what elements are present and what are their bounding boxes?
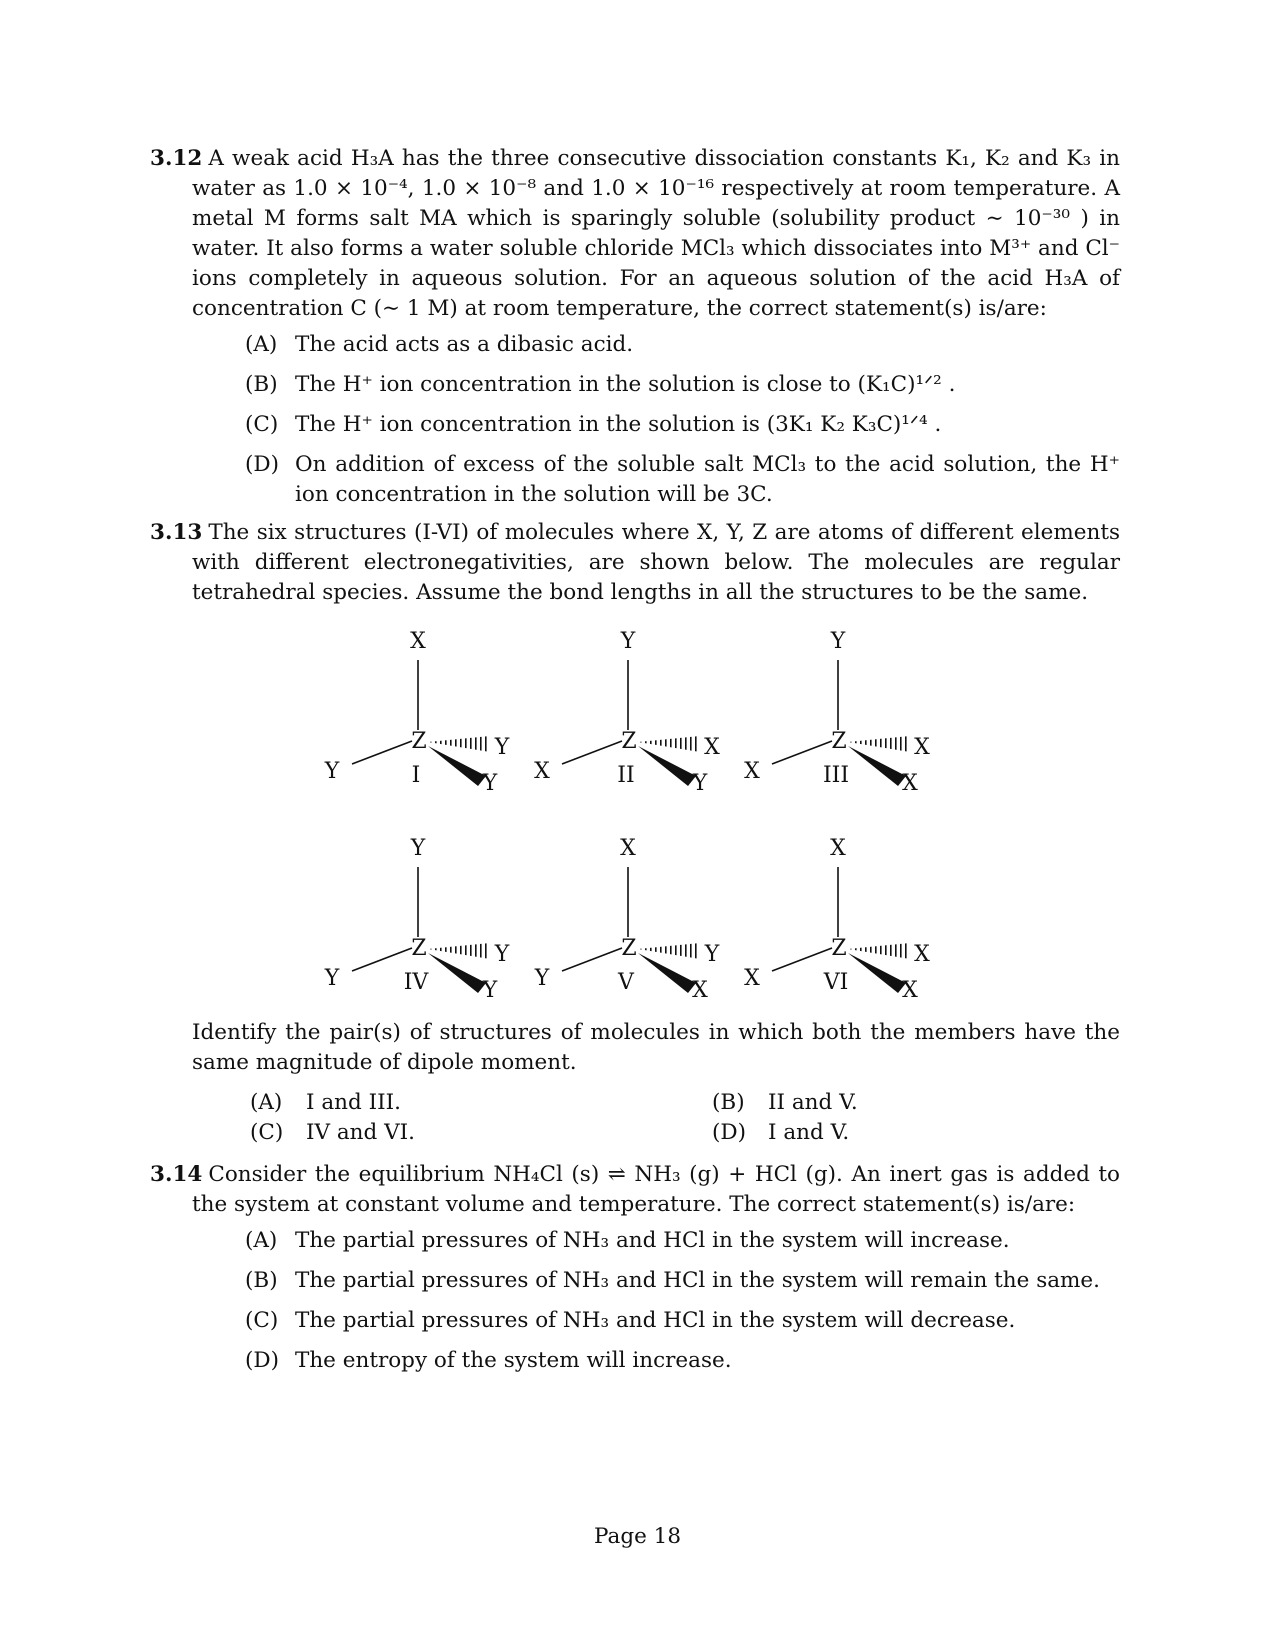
bond-hashed [428, 736, 490, 752]
question-3-13-prompt: Identify the pair(s) of structures of molecules in which both the members have the same magnitude of dipole moment. [192, 1020, 1120, 1075]
atom-wedge: X [692, 978, 708, 1003]
option-d[interactable] [712, 1118, 849, 1148]
atom-wedge: Y [692, 771, 708, 796]
atom-center: Z [411, 936, 427, 961]
question-number: 3.12 [150, 146, 203, 171]
structure-label: V [618, 970, 634, 995]
structure-V [534, 836, 720, 1003]
option-label: (C) [245, 1308, 279, 1333]
question-text: A weak acid H₃A has the three consecutive dissociation constants K₁, K₂ and K₃ in water as 1.0 × 10⁻⁴, 1.0 × 10⁻⁸ and 1.0 × 10⁻¹⁶ respectively at room temperature. A metal M forms salt MA which is sparingly soluble (solubility product ∼ 10⁻³⁰ ) in water. It also forms a water soluble chloride MCl₃ which dissociates into M³⁺ and Cl⁻ ions completely in aqueous solution. For an aqueous solution of the acid H₃A of concentration C (∼ 1 M) at room temperature, the correct statement(s) is/are: [192, 146, 1120, 321]
bond-left [562, 741, 622, 764]
option-text: I and V. [768, 1120, 850, 1145]
option-d[interactable] [245, 450, 1120, 510]
bond-hashed [848, 943, 910, 959]
atom-hashed: X [704, 735, 720, 760]
bond-left [352, 948, 412, 971]
bond-hashed [428, 943, 490, 959]
option-label: (D) [712, 1120, 747, 1145]
option-b[interactable] [245, 1266, 1120, 1296]
question-3-14 [150, 1160, 1120, 1386]
bond-wedge [638, 953, 696, 993]
structure-I [324, 629, 510, 796]
option-b[interactable] [712, 1088, 858, 1118]
structure-label: II [617, 763, 635, 788]
bond-left [772, 948, 832, 971]
question-number: 3.13 [150, 520, 203, 545]
question-3-13 [150, 518, 1120, 608]
option-text: On addition of excess of the soluble salt MCl₃ to the acid solution, the H⁺ ion concentration in the solution will be 3C. [295, 452, 1120, 507]
option-c[interactable] [245, 1306, 1120, 1336]
atom-center: Z [831, 936, 847, 961]
question-3-13-prompt-block [150, 1018, 1120, 1150]
option-label: (A) [250, 1090, 283, 1115]
atom-left: X [744, 966, 760, 991]
atom-left: Y [324, 759, 340, 784]
question-3-12-stem [150, 144, 1120, 324]
atom-top: Y [620, 629, 636, 654]
option-label: (D) [245, 452, 280, 477]
option-text: II and V. [768, 1090, 858, 1115]
atom-center: Z [831, 729, 847, 754]
bond-wedge [428, 746, 486, 786]
option-text: The partial pressures of NH₃ and HCl in the system will remain the same. [295, 1268, 1100, 1293]
atom-center: Z [411, 729, 427, 754]
bond-wedge [848, 953, 906, 993]
bond-wedge [428, 953, 486, 993]
atom-top: Y [830, 629, 846, 654]
bond-left [772, 741, 832, 764]
option-text: I and III. [306, 1090, 401, 1115]
option-label: (D) [245, 1348, 280, 1373]
structure-label: I [411, 763, 421, 788]
atom-top: X [830, 836, 846, 861]
question-number: 3.14 [150, 1162, 203, 1187]
bond-hashed [638, 736, 700, 752]
atom-left: X [744, 759, 760, 784]
bond-wedge [848, 746, 906, 786]
atom-hashed: X [914, 942, 930, 967]
atom-left: X [534, 759, 550, 784]
atom-hashed: X [914, 735, 930, 760]
options-list [150, 330, 1120, 510]
atom-hashed: Y [494, 942, 510, 967]
atom-top: X [410, 629, 426, 654]
options-list [150, 1226, 1120, 1376]
option-label: (C) [245, 412, 279, 437]
structure-VI [744, 836, 930, 1003]
question-text: The six structures (I-VI) of molecules where X, Y, Z are atoms of different elements with different electronegativities, are shown below. The molecules are regular tetrahedral species. Assume the bond lengths in all the structures to be the same. [192, 520, 1120, 605]
question-text: Consider the equilibrium NH₄Cl (s) ⇌ NH₃ (g) + HCl (g). An inert gas is added to the system at constant volume and temperature. The correct statement(s) is/are: [192, 1162, 1120, 1217]
question-3-14-stem [150, 1160, 1120, 1220]
option-c[interactable] [250, 1118, 415, 1148]
option-text: The acid acts as a dibasic acid. [295, 332, 634, 357]
atom-wedge: Y [482, 771, 498, 796]
option-label: (C) [250, 1120, 284, 1145]
option-a[interactable] [245, 330, 1120, 360]
structures-svg [300, 629, 1020, 1072]
option-label: (B) [245, 1268, 278, 1293]
option-label: (B) [712, 1090, 745, 1115]
structure-II [534, 629, 720, 796]
tetrahedral-structures-figure [300, 629, 1020, 1072]
option-text: The partial pressures of NH₃ and HCl in the system will increase. [295, 1228, 1010, 1253]
page-number: Page 18 [594, 1524, 681, 1549]
bond-left [352, 741, 412, 764]
atom-center: Z [621, 936, 637, 961]
question-3-13-stem [150, 518, 1120, 608]
atom-hashed: Y [494, 735, 510, 760]
option-label: (A) [245, 1228, 278, 1253]
atom-wedge: Y [482, 978, 498, 1003]
bond-left [562, 948, 622, 971]
structure-IV [324, 836, 510, 1003]
atom-wedge: X [902, 978, 918, 1003]
atom-top: X [620, 836, 636, 861]
option-text: The H⁺ ion concentration in the solution is close to (K₁C)¹ᐟ² . [295, 372, 956, 397]
bond-wedge [638, 746, 696, 786]
structure-III [744, 629, 930, 796]
structure-label: IV [403, 970, 429, 995]
bond-hashed [638, 943, 700, 959]
option-label: (A) [245, 332, 278, 357]
option-label: (B) [245, 372, 278, 397]
option-text: The H⁺ ion concentration in the solution is (3K₁ K₂ K₃C)¹ᐟ⁴ . [295, 412, 942, 437]
atom-top: Y [410, 836, 426, 861]
structure-label: III [822, 763, 850, 788]
atom-left: Y [534, 966, 550, 991]
atom-wedge: X [902, 771, 918, 796]
atom-center: Z [621, 729, 637, 754]
bond-hashed [848, 736, 910, 752]
option-a[interactable] [250, 1088, 401, 1118]
structure-label: VI [823, 970, 849, 995]
atom-hashed: Y [704, 942, 720, 967]
option-a[interactable] [245, 1226, 1120, 1256]
option-text: The partial pressures of NH₃ and HCl in the system will decrease. [295, 1308, 1016, 1333]
option-text: IV and VI. [306, 1120, 415, 1145]
option-d[interactable] [245, 1346, 1120, 1376]
option-text: The entropy of the system will increase. [295, 1348, 732, 1373]
option-c[interactable] [245, 410, 1120, 440]
atom-left: Y [324, 966, 340, 991]
question-3-12 [150, 144, 1120, 520]
option-b[interactable] [245, 370, 1120, 400]
options-grid [150, 1088, 1120, 1150]
